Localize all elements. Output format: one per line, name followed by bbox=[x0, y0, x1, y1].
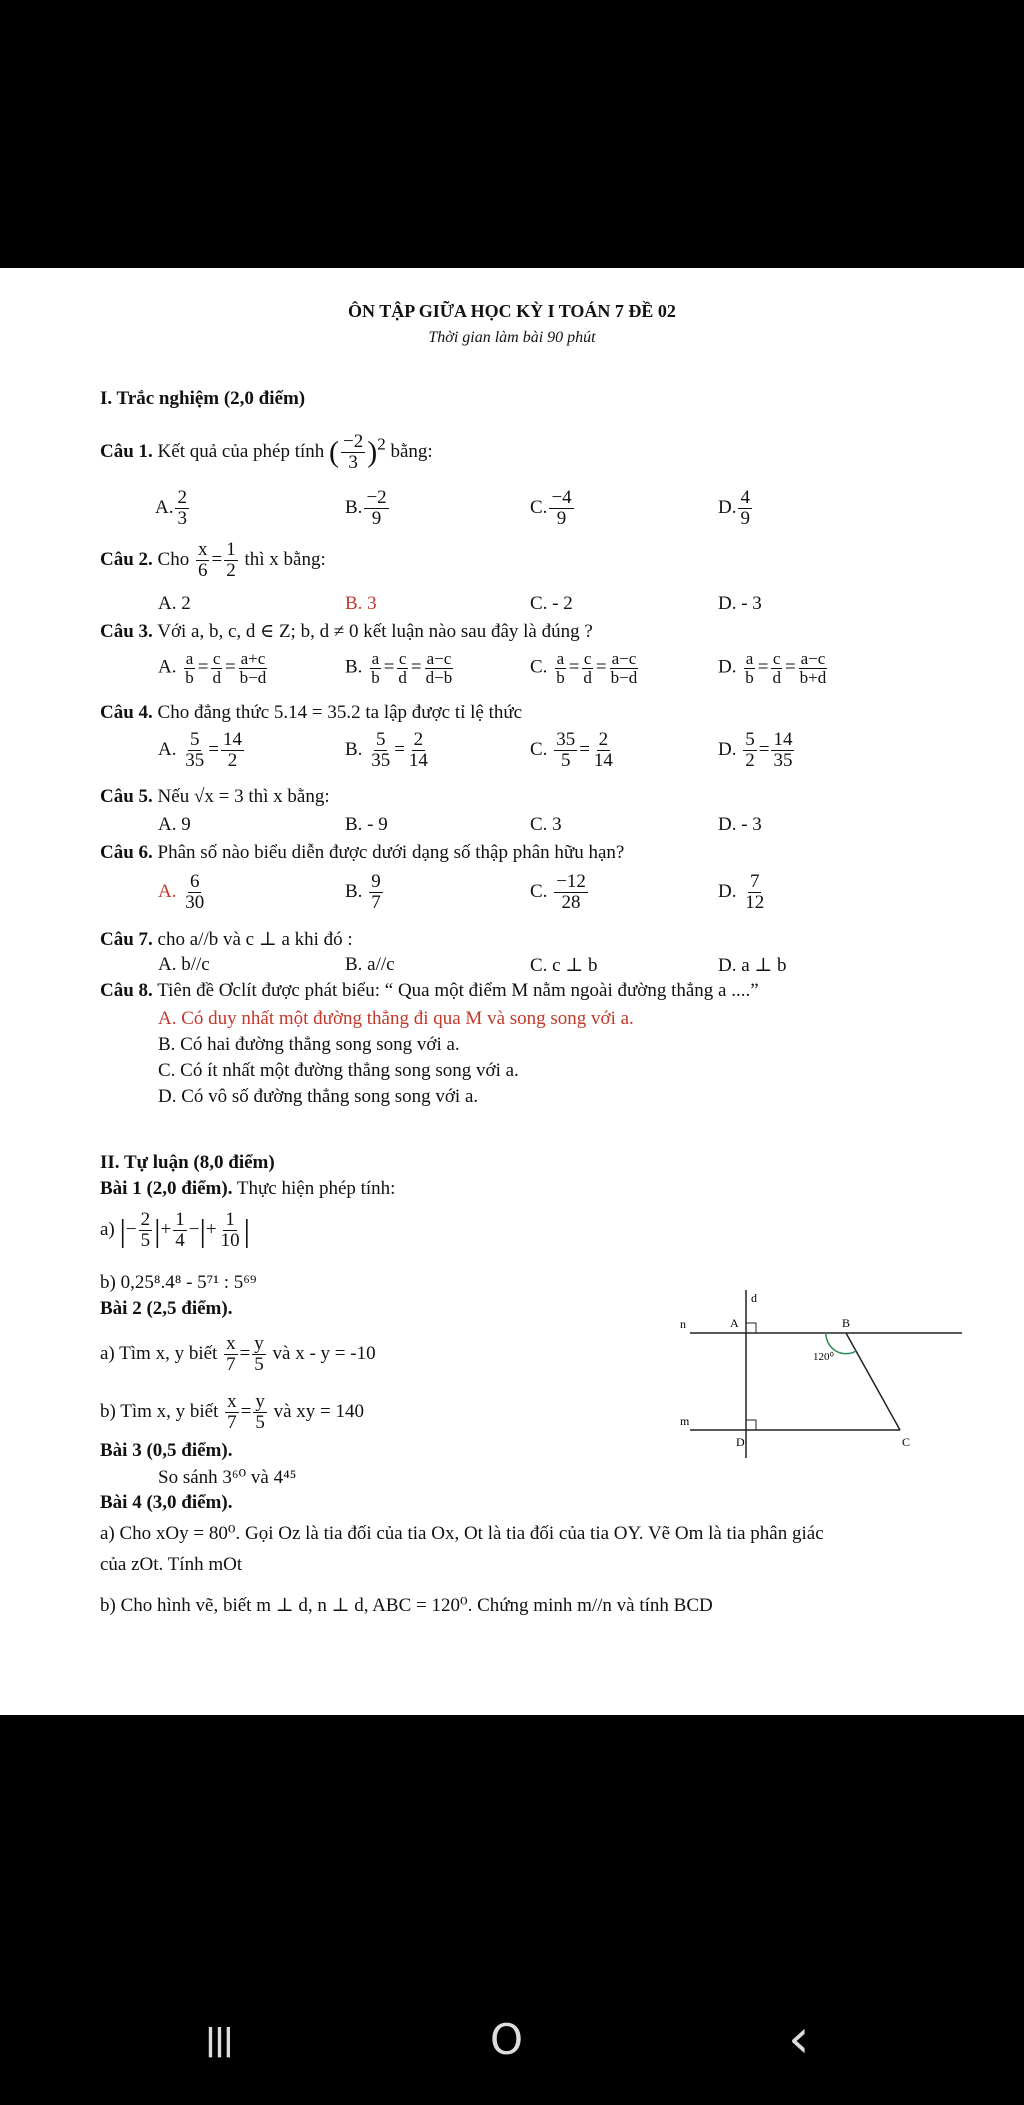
bai1-title: Bài 1 (2,0 điểm). Thực hiện phép tính: bbox=[100, 1178, 396, 1199]
bai3-title: Bài 3 (0,5 điểm). bbox=[100, 1440, 233, 1461]
question-3: Câu 3. Với a, b, c, d ∈ Z; b, d ≠ 0 kết luận nào sau đây là đúng ? bbox=[100, 621, 593, 642]
q2-option-a[interactable]: A. 2 bbox=[158, 593, 191, 614]
q8-option-b[interactable]: B. Có hai đường thẳng song song với a. bbox=[158, 1034, 460, 1055]
label-m: m bbox=[680, 1414, 690, 1428]
q2-option-c[interactable]: C. - 2 bbox=[530, 593, 573, 614]
segment-bc bbox=[846, 1333, 900, 1430]
label-d: d bbox=[751, 1291, 757, 1305]
q2-option-b[interactable]: B. 3 bbox=[345, 593, 377, 614]
bai4-title: Bài 4 (3,0 điểm). bbox=[100, 1492, 233, 1513]
label-angle: 120⁰ bbox=[813, 1351, 834, 1363]
page-title: ÔN TẬP GIỮA HỌC KỲ I TOÁN 7 ĐỀ 02 bbox=[348, 301, 676, 321]
recent-apps-icon[interactable]: ||| bbox=[205, 2023, 232, 2058]
label-d-point: D bbox=[736, 1435, 745, 1449]
q5-option-d[interactable]: D. - 3 bbox=[718, 814, 762, 835]
q1-option-b[interactable]: B. $\frac{-2}{9}$ bbox=[345, 487, 387, 529]
q3-option-c[interactable]: C. $\frac{a}{b}$ = $\frac{c}{d}$ = $\frac{a-c}{b-d}$ bbox=[530, 649, 638, 687]
page-subtitle: Thời gian làm bài 90 phút bbox=[428, 329, 596, 346]
bai4-part-a-line2: của zOt. Tính mOt bbox=[100, 1554, 243, 1575]
question-6: Câu 6. Phân số nào biểu diễn được dưới dạng số thập phân hữu hạn? bbox=[100, 842, 625, 863]
question-8: Câu 8. Tiên đề Ơclít được phát biểu: “ Qua một điểm M nằm ngoài đường thẳng a ....” bbox=[100, 980, 759, 1001]
question-2: Câu 2. Cho $\frac{x}{6}$ = $\frac{1}{2}$ thì x bằng: bbox=[100, 539, 326, 581]
q6-option-a[interactable]: A. $\frac{6}{30}$ bbox=[158, 871, 205, 913]
q2-option-d[interactable]: D. - 3 bbox=[718, 593, 762, 614]
bai4-part-a-line1: a) Cho xOy = 80⁰. Gọi Oz là tia đối của tia Ox, Ot là tia đối của tia OY. Vẽ Om là tia phân giác bbox=[100, 1523, 824, 1544]
q1-option-c[interactable]: C. $\frac{-4}{9}$ bbox=[530, 487, 572, 529]
q6-option-c[interactable]: C. $\frac{-12}{28}$ bbox=[530, 871, 586, 913]
bai4-part-b: b) Cho hình vẽ, biết m ⊥ d, n ⊥ d, ABC = 120⁰. Chứng minh m//n và tính BCD bbox=[100, 1595, 713, 1616]
label-a: A bbox=[730, 1316, 739, 1330]
q3-option-a[interactable]: A. $\frac{a}{b}$ = $\frac{c}{d}$ = $\frac{a+c}{b-d}$ bbox=[158, 649, 267, 687]
question-1: Câu 1. Kết quả của phép tính ( $\frac{-2}{3}$ )$^2$ bằng: bbox=[100, 431, 433, 473]
part2-heading: II. Tự luận (8,0 điểm) bbox=[100, 1152, 275, 1173]
label-n: n bbox=[680, 1317, 686, 1331]
q4-option-d[interactable]: D. $\frac{5}{2}$ = $\frac{14}{35}$ bbox=[718, 729, 793, 771]
q7-option-c[interactable]: C. c ⊥ b bbox=[530, 955, 598, 976]
bai1-part-a: a) |− $\frac{2}{5}$ |+ $\frac{1}{4}$ −|+ $\frac{1}{10}$ | bbox=[100, 1209, 251, 1251]
q7-option-d[interactable]: D. a ⊥ b bbox=[718, 955, 787, 976]
q1-option-a[interactable]: A. $\frac{2}{3}$ bbox=[155, 487, 187, 529]
q4-option-c[interactable]: C. $\frac{35}{5}$ = $\frac{2}{14}$ bbox=[530, 729, 613, 771]
bai3-text: So sánh 3⁶⁰ và 4⁴⁵ bbox=[158, 1467, 297, 1488]
bai2-title: Bài 2 (2,5 điểm). bbox=[100, 1298, 233, 1319]
right-angle-a bbox=[746, 1323, 756, 1333]
q5-option-a[interactable]: A. 9 bbox=[158, 814, 191, 835]
q6-option-b[interactable]: B. $\frac{9}{7}$ bbox=[345, 871, 381, 913]
android-nav-bar bbox=[0, 1715, 1024, 2105]
q5-option-b[interactable]: B. - 9 bbox=[345, 814, 388, 835]
q8-option-d[interactable]: D. Có vô số đường thẳng song song với a. bbox=[158, 1086, 479, 1107]
q8-option-c[interactable]: C. Có ít nhất một đường thẳng song song với a. bbox=[158, 1060, 519, 1081]
q4-option-a[interactable]: A. $\frac{5}{35}$ = $\frac{14}{2}$ bbox=[158, 729, 242, 771]
geometry-figure bbox=[650, 1280, 970, 1460]
bai2-part-a: a) Tìm x, y biết $\frac{x}{7}$ = $\frac{y}{5}$ và x - y = -10 bbox=[100, 1333, 376, 1375]
q5-option-c[interactable]: C. 3 bbox=[530, 814, 562, 835]
question-5: Câu 5. Nếu √x = 3 thì x bằng: bbox=[100, 786, 330, 807]
question-4: Câu 4. Cho đẳng thức 5.14 = 35.2 ta lập được tỉ lệ thức bbox=[100, 702, 523, 723]
exam-paper bbox=[0, 268, 1024, 1715]
q3-option-d[interactable]: D. $\frac{a}{b}$ = $\frac{c}{d}$ = $\frac{a-c}{b+d}$ bbox=[718, 649, 827, 687]
back-icon[interactable]: ‹ bbox=[788, 2007, 810, 2070]
question-7: Câu 7. cho a//b và c ⊥ a khi đó : bbox=[100, 929, 353, 950]
bai2-part-b: b) Tìm x, y biết $\frac{x}{7}$ = $\frac{y}{5}$ và xy = 140 bbox=[100, 1391, 365, 1433]
q3-option-b[interactable]: B. $\frac{a}{b}$ = $\frac{c}{d}$ = $\frac{a-c}{d-b}$ bbox=[345, 649, 453, 687]
right-angle-d bbox=[746, 1420, 756, 1430]
q7-option-a[interactable]: A. b//c bbox=[158, 954, 210, 975]
part1-heading: I. Trắc nghiệm (2,0 điểm) bbox=[100, 388, 306, 409]
q4-option-b[interactable]: B. $\frac{5}{35}$ = $\frac{2}{14}$ bbox=[345, 729, 428, 771]
home-icon[interactable]: O bbox=[490, 2015, 524, 2064]
bai1-part-b: b) 0,25⁸.4⁸ - 5⁷¹ : 5⁶⁹ bbox=[100, 1272, 257, 1293]
q1-option-d[interactable]: D. $\frac{4}{9}$ bbox=[718, 487, 750, 529]
q7-option-b[interactable]: B. a//c bbox=[345, 954, 395, 975]
q8-option-a[interactable]: A. Có duy nhất một đường thẳng đi qua M và song song với a. bbox=[158, 1008, 634, 1029]
q6-option-d[interactable]: D. $\frac{7}{12}$ bbox=[718, 871, 765, 913]
label-c: C bbox=[902, 1435, 911, 1449]
label-b: B bbox=[842, 1316, 851, 1330]
